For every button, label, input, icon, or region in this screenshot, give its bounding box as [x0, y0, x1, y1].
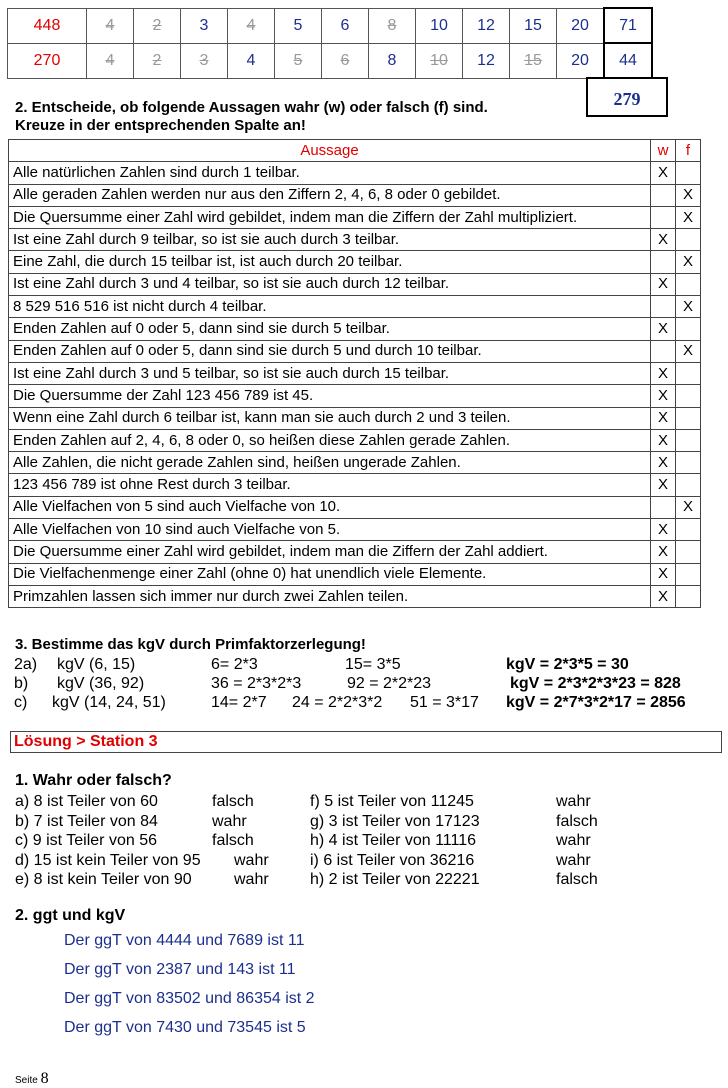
statement-text: Ist eine Zahl durch 3 und 5 teilbar, so ist sie auch durch 15 teilbar.: [9, 362, 651, 384]
statement-text: Alle Vielfachen von 5 sind auch Vielfache von 10.: [9, 496, 651, 518]
statement-row: [9, 585, 701, 607]
mark-w-cell: X: [651, 474, 676, 496]
divisor-cell: 20: [557, 8, 605, 43]
section3-heading: 3. Bestimme das kgV durch Primfaktorzerlegung!: [15, 636, 366, 653]
divisor-number-cell: 270: [8, 43, 87, 78]
column-header-aussage: Aussage: [9, 140, 651, 162]
divisor-cell: 5: [275, 43, 322, 78]
statement-row: [9, 474, 701, 496]
statement-row: [9, 496, 701, 518]
divisor-table: [7, 7, 653, 79]
mark-f-cell: X: [676, 296, 701, 318]
answer-r2: falsch: [556, 812, 598, 830]
statement-row: [9, 162, 701, 184]
mark-f-cell: [676, 407, 701, 429]
statement-text: Alle natürlichen Zahlen sind durch 1 teilbar.: [9, 162, 651, 184]
divisor-row: [8, 8, 653, 43]
statement-text: Alle Vielfachen von 10 sind auch Vielfache von 5.: [9, 519, 651, 541]
statement-text: Enden Zahlen auf 2, 4, 6, 8 oder 0, so heißen diese Zahlen gerade Zahlen.: [9, 429, 651, 451]
kgv-f1: 36 = 2*3*2*3: [211, 675, 302, 692]
kgv-label: 2a): [14, 656, 38, 673]
divisor-row: [8, 43, 653, 78]
statement-row: [9, 318, 701, 340]
page-footer: [15, 1070, 49, 1088]
answer-l1: a) 8 ist Teiler von 60: [15, 793, 158, 810]
mark-f-cell: X: [676, 496, 701, 518]
divisor-count-cell: 71: [604, 8, 652, 43]
mark-f-cell: [676, 563, 701, 585]
divisor-cell: 5: [275, 8, 322, 43]
mark-f-cell: [676, 474, 701, 496]
divisor-cell: 12: [463, 43, 510, 78]
mark-w-cell: [651, 184, 676, 206]
mark-w-cell: X: [651, 429, 676, 451]
divisor-cell: 3: [181, 8, 228, 43]
statement-row: [9, 229, 701, 251]
ggt-line: Der ggT von 2387 und 143 ist 11: [64, 961, 296, 978]
statement-text: Die Quersumme einer Zahl wird gebildet, indem man die Ziffern der Zahl addiert.: [9, 541, 651, 563]
answer-l1: e) 8 ist kein Teiler von 90: [15, 871, 192, 888]
mark-w-cell: [651, 206, 676, 228]
answer-l2: falsch: [212, 832, 254, 849]
kgv-task: kgV (6, 15): [57, 656, 136, 673]
mark-f-cell: X: [676, 184, 701, 206]
mark-w-cell: X: [651, 385, 676, 407]
divisor-cell: 10: [416, 43, 463, 78]
mark-f-cell: [676, 519, 701, 541]
divisor-cell: 20: [557, 43, 605, 78]
statement-row: [9, 340, 701, 362]
divisor-cell: 4: [87, 43, 134, 78]
divisor-cell: 15: [510, 43, 557, 78]
column-header-f: f: [676, 140, 701, 162]
section2-heading-line2: Kreuze in der entsprechenden Spalte an!: [15, 117, 306, 134]
kgv-f1: 6= 2*3: [211, 656, 258, 673]
divisor-cell: 8: [369, 8, 416, 43]
solution-title: Lösung > Station 3: [10, 731, 722, 753]
answer-l1: b) 7 ist Teiler von 84: [15, 812, 158, 830]
mark-w-cell: X: [651, 318, 676, 340]
mark-w-cell: [651, 340, 676, 362]
statement-row: [9, 429, 701, 451]
divisor-cell: 2: [134, 8, 181, 43]
divisor-cell: 4: [87, 8, 134, 43]
kgv-label: c): [14, 694, 28, 711]
mark-f-cell: [676, 273, 701, 295]
mark-w-cell: X: [651, 563, 676, 585]
statement-text: Alle Zahlen, die nicht gerade Zahlen sind, heißen ungerade Zahlen.: [9, 452, 651, 474]
statement-text: Die Quersumme einer Zahl wird gebildet, indem man die Ziffern der Zahl multipliziert.: [9, 206, 651, 228]
answer-r1: h) 2 ist Teiler von 22221: [310, 871, 480, 888]
kgv-f3: 15= 3*5: [345, 656, 401, 673]
mark-f-cell: X: [676, 340, 701, 362]
divisor-cell: 2: [134, 43, 181, 78]
mark-w-cell: X: [651, 407, 676, 429]
statement-row: [9, 362, 701, 384]
kgv-task: kgV (14, 24, 51): [52, 694, 166, 711]
divisor-number-cell: 448: [8, 8, 87, 43]
statement-row: [9, 519, 701, 541]
statement-row: [9, 563, 701, 585]
divisor-cell: 3: [181, 43, 228, 78]
kgv-f2: 24 = 2*2*3*2: [292, 694, 383, 711]
mark-f-cell: [676, 362, 701, 384]
answer-r1: g) 3 ist Teiler von 17123: [310, 812, 480, 830]
statement-row: [9, 452, 701, 474]
divisor-cell: 6: [322, 43, 369, 78]
column-header-w: w: [651, 140, 676, 162]
divisor-cell: 8: [369, 43, 416, 78]
statement-row: [9, 385, 701, 407]
mark-w-cell: [651, 251, 676, 273]
mark-w-cell: X: [651, 585, 676, 607]
answer-l2: wahr: [234, 871, 269, 888]
statement-row: [9, 407, 701, 429]
kgv-f3: 51 = 3*17: [410, 694, 479, 711]
ggt-line: Der ggT von 4444 und 7689 ist 11: [64, 932, 305, 949]
statement-row: [9, 251, 701, 273]
ggt-line: Der ggT von 83502 und 86354 ist 2: [64, 990, 315, 1007]
statement-row: [9, 541, 701, 563]
statement-text: Die Quersumme der Zahl 123 456 789 ist 45.: [9, 385, 651, 407]
statement-row: [9, 273, 701, 295]
divisor-cell: 4: [228, 8, 275, 43]
kgv-label: b): [14, 675, 29, 692]
mark-w-cell: X: [651, 452, 676, 474]
ggt-line: Der ggT von 7430 und 73545 ist 5: [64, 1019, 306, 1036]
mark-w-cell: [651, 296, 676, 318]
statement-text: 123 456 789 ist ohne Rest durch 3 teilbar.: [9, 474, 651, 496]
mark-w-cell: X: [651, 541, 676, 563]
answer-r2: wahr: [556, 793, 591, 810]
statement-row: [9, 184, 701, 206]
answer-r2: wahr: [556, 851, 591, 869]
answer-l1: d) 15 ist kein Teiler von 95: [15, 851, 201, 869]
mark-f-cell: [676, 541, 701, 563]
solution1-heading: 1. Wahr oder falsch?: [15, 772, 172, 789]
mark-w-cell: X: [651, 162, 676, 184]
statement-text: Eine Zahl, die durch 15 teilbar ist, ist auch durch 20 teilbar.: [9, 251, 651, 273]
mark-w-cell: X: [651, 229, 676, 251]
mark-w-cell: X: [651, 362, 676, 384]
divisor-cell: 10: [416, 8, 463, 43]
divisor-cell: 4: [228, 43, 275, 78]
answer-r2: falsch: [556, 871, 598, 888]
statement-text: Enden Zahlen auf 0 oder 5, dann sind sie durch 5 teilbar.: [9, 318, 651, 340]
statement-text: Primzahlen lassen sich immer nur durch zwei Zahlen teilen.: [9, 585, 651, 607]
mark-f-cell: X: [676, 206, 701, 228]
mark-w-cell: X: [651, 273, 676, 295]
divisor-cell: 6: [322, 8, 369, 43]
page-number: 8: [40, 1070, 49, 1087]
answer-r1: i) 6 ist Teiler von 36216: [310, 851, 475, 869]
mark-f-cell: [676, 318, 701, 340]
statement-text: Ist eine Zahl durch 9 teilbar, so ist sie auch durch 3 teilbar.: [9, 229, 651, 251]
statement-text: Ist eine Zahl durch 3 und 4 teilbar, so ist sie auch durch 12 teilbar.: [9, 273, 651, 295]
kgv-result: kgV = 2*7*3*2*17 = 2856: [506, 694, 686, 711]
answer-l2: wahr: [234, 851, 269, 869]
divisor-count-cell: 44: [604, 43, 652, 78]
statement-text: Alle geraden Zahlen werden nur aus den Ziffern 2, 4, 6, 8 oder 0 gebildet.: [9, 184, 651, 206]
kgv-task: kgV (36, 92): [57, 675, 145, 692]
mark-f-cell: [676, 162, 701, 184]
kgv-result: kgV = 2*3*2*3*23 = 828: [510, 675, 681, 692]
kgv-f1: 14= 2*7: [211, 694, 267, 711]
statement-row: [9, 206, 701, 228]
section2-heading-line1: 2. Entscheide, ob folgende Aussagen wahr (w) oder falsch (f) sind.: [15, 99, 488, 116]
answer-l1: c) 9 ist Teiler von 56: [15, 832, 157, 849]
divisor-cell: 15: [510, 8, 557, 43]
mark-f-cell: [676, 585, 701, 607]
statement-row: [9, 296, 701, 318]
statement-text: 8 529 516 516 ist nicht durch 4 teilbar.: [9, 296, 651, 318]
kgv-f3: 92 = 2*2*23: [347, 675, 432, 692]
mark-f-cell: [676, 429, 701, 451]
answer-l2: falsch: [212, 793, 254, 810]
section2-heading: [15, 99, 488, 135]
statement-text: Wenn eine Zahl durch 6 teilbar ist, kann man sie auch durch 2 und 3 teilen.: [9, 407, 651, 429]
mark-f-cell: [676, 452, 701, 474]
answer-r2: wahr: [556, 832, 591, 849]
statement-text: Enden Zahlen auf 0 oder 5, dann sind sie durch 5 und durch 10 teilbar.: [9, 340, 651, 362]
mark-f-cell: [676, 385, 701, 407]
footer-label: Seite: [15, 1075, 38, 1086]
statements-header-row: [9, 140, 701, 162]
mark-f-cell: X: [676, 251, 701, 273]
answer-l2: wahr: [212, 812, 247, 830]
sum-box: 279: [586, 77, 668, 117]
solution2-heading: 2. ggt und kgV: [15, 907, 126, 924]
mark-f-cell: [676, 229, 701, 251]
mark-w-cell: X: [651, 519, 676, 541]
statements-table: [8, 139, 701, 608]
statement-text: Die Vielfachenmenge einer Zahl (ohne 0) hat unendlich viele Elemente.: [9, 563, 651, 585]
mark-w-cell: [651, 496, 676, 518]
divisor-cell: 12: [463, 8, 510, 43]
kgv-result: kgV = 2*3*5 = 30: [506, 656, 629, 673]
answer-r1: h) 4 ist Teiler von 11116: [310, 832, 477, 849]
answer-r1: f) 5 ist Teiler von 11245: [310, 793, 474, 810]
